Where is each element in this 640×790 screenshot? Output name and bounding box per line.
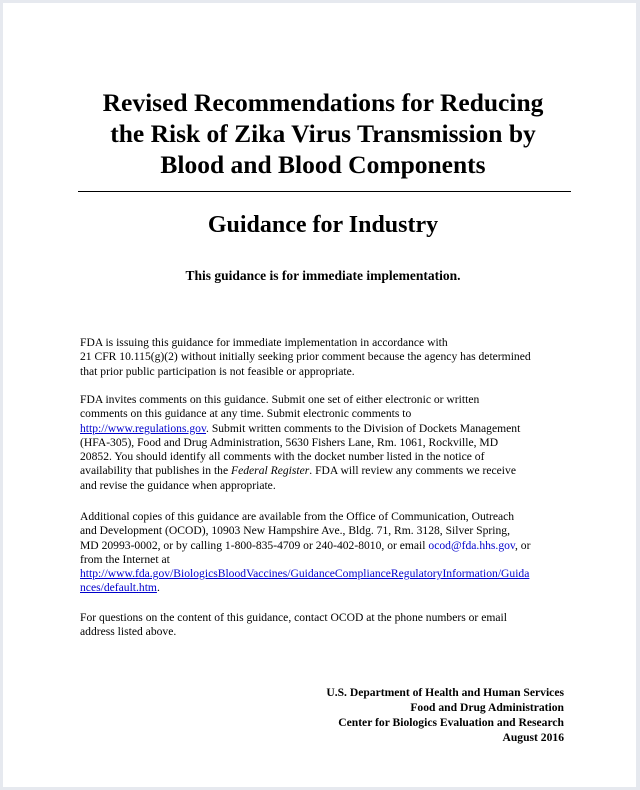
text-line: 21 CFR 10.115(g)(2) without initially seeking prior comment because the agency has determined: [80, 350, 531, 364]
department-name: U.S. Department of Health and Human Services: [326, 686, 564, 699]
text-line: For questions on the content of this guidance, contact OCOD at the phone numbers or email: [80, 611, 507, 624]
paragraph-implementation: [80, 336, 575, 379]
text-line: that prior public participation is not feasible or appropriate.: [80, 364, 355, 378]
text-segment: MD 20993-0002, or by calling 1-800-835-4709 or 240-402-8010, or email: [80, 538, 429, 552]
agency-name: Food and Drug Administration: [410, 701, 564, 714]
text-line: 20852. You should identify all comments with the docket number listed in the notice of: [80, 450, 485, 464]
document-page: [3, 3, 636, 787]
text-line: [80, 567, 575, 581]
document-title: [63, 87, 583, 180]
text-segment: . Submit written comments to the Division of Dockets Management: [206, 421, 521, 435]
text-line: FDA is issuing this guidance for immediate implementation in accordance with: [80, 336, 448, 349]
ocod-email-link[interactable]: ocod@fda.hhs.gov: [428, 538, 515, 552]
text-line: and Development (OCOD), 10903 New Hampshire Ave., Bldg. 71, Rm. 3128, Silver Spring,: [80, 524, 510, 538]
paragraph-questions: [80, 611, 575, 640]
document-subtitle: Guidance for Industry: [207, 212, 439, 238]
text-line: comments on this guidance at any time. Submit electronic comments to: [80, 407, 412, 421]
text-line: Additional copies of this guidance are available from the Office of Communication, Outreach: [80, 510, 515, 523]
text-line: address listed above.: [80, 625, 177, 639]
fda-guidance-link-cont[interactable]: nces/default.htm: [80, 581, 157, 595]
center-name: Center for Biologics Evaluation and Research: [338, 716, 564, 729]
publication-date: August 2016: [502, 731, 564, 744]
text-line: FDA invites comments on this guidance. Submit one set of either electronic or written: [80, 393, 480, 406]
paragraph-copies: [80, 510, 575, 596]
text-line: [80, 464, 575, 478]
fda-guidance-link[interactable]: http://www.fda.gov/BiologicsBloodVaccines/GuidanceComplianceRegulatoryInformation/Guida: [80, 567, 530, 581]
text-line: and revise the guidance when appropriate.: [80, 478, 276, 492]
text-line: [80, 581, 575, 595]
text-line: from the Internet at: [80, 552, 170, 566]
text-segment: . FDA will review any comments we receive: [309, 464, 516, 478]
title-line: Revised Recommendations for Reducing: [102, 88, 544, 117]
title-line: the Risk of Zika Virus Transmission by: [110, 119, 536, 148]
text-line: (HFA-305), Food and Drug Administration, 5630 Fishers Lane, Rm. 1061, Rockville, MD: [80, 435, 499, 449]
implementation-notice: This guidance is for immediate implementation.: [185, 268, 461, 283]
text-line: [80, 539, 575, 553]
text-line: [80, 422, 575, 436]
text-segment: .: [156, 581, 160, 595]
text-segment: , or: [514, 538, 531, 552]
text-segment: availability that publishes in the: [80, 464, 232, 478]
federal-register-italic: Federal Register: [231, 464, 310, 478]
regulations-gov-link[interactable]: http://www.regulations.gov: [80, 421, 207, 435]
paragraph-comments: [80, 393, 575, 493]
title-line: Blood and Blood Components: [160, 150, 486, 179]
horizontal-rule: [78, 191, 571, 192]
issuing-agency-block: [326, 685, 564, 745]
